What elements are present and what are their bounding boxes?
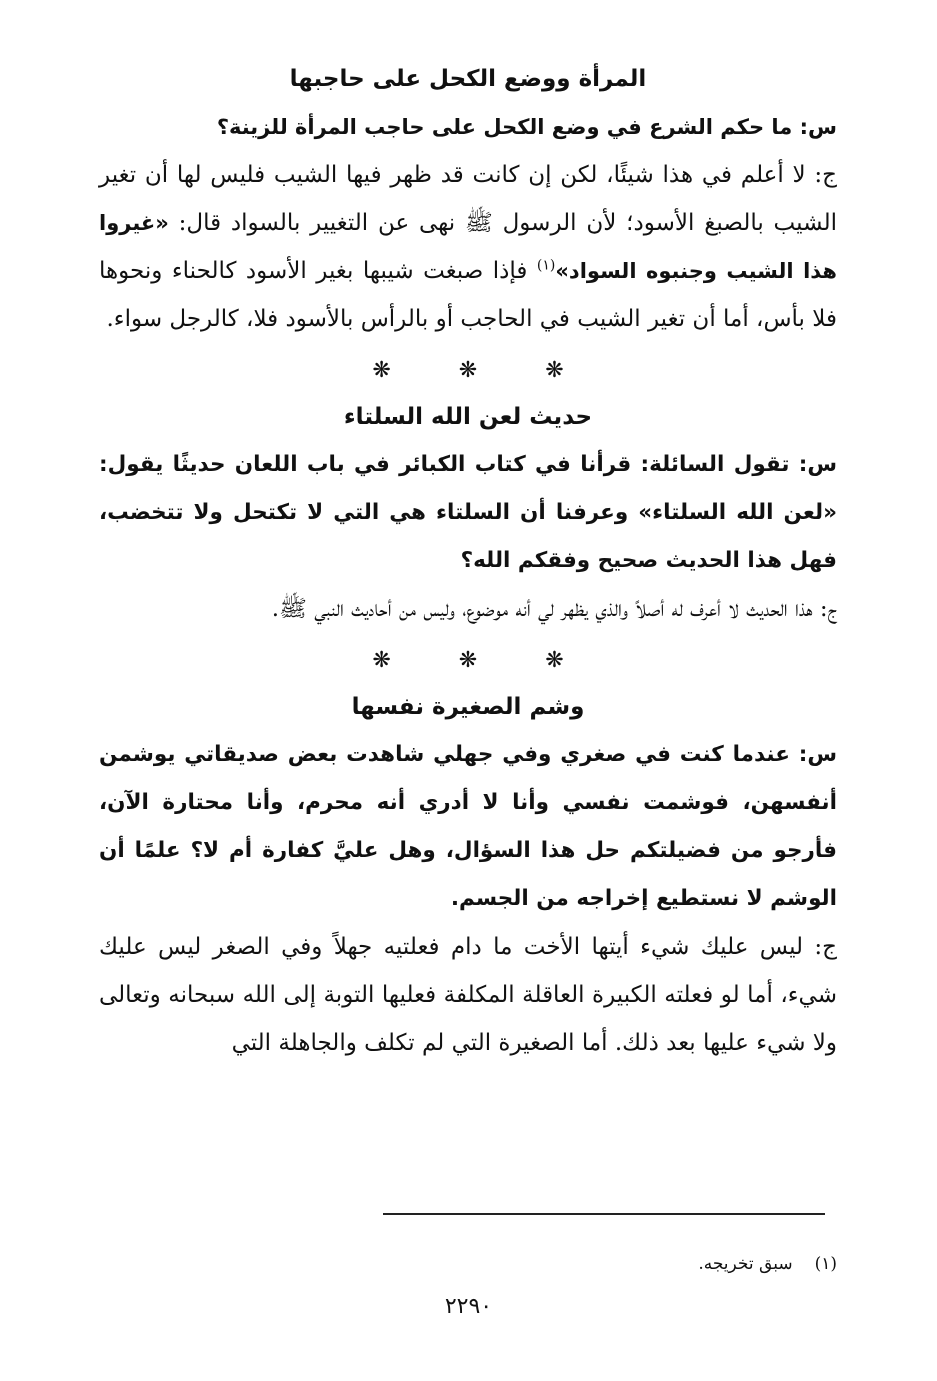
answer-text: ج: هذا الحديث لا أعرف له أصلاً والذي يظهر لي أنه موضوع، وليس من أحاديث النبي ﷺ. <box>271 596 837 622</box>
footnote-divider <box>383 1213 825 1215</box>
section-separator <box>99 349 837 393</box>
star-ornament-icon: ❋ <box>458 648 478 673</box>
question-text: س: ما حكم الشرع في وضع الكحل على حاجب المرأة للزينة؟ <box>216 115 837 139</box>
star-ornament-icon: ❋ <box>458 358 478 383</box>
footnote-number: (١) <box>814 1254 837 1274</box>
section-title: حديث لعن الله السلتاء <box>343 404 593 430</box>
page-body <box>99 55 837 1067</box>
star-ornament-icon: ❋ <box>545 648 564 673</box>
star-ornament-icon: ❋ <box>372 648 391 673</box>
answer-text-part: فإذا صبغت شيبها بغير الأسود كالحناء ونحوها فلا بأس، أما أن تغير الشيب في الحاجب أو بالرأس بالأسود فلا، كالرجل سواء. <box>99 258 837 332</box>
question-text: س: تقول السائلة: قرأنا في كتاب الكبائر في باب اللعان حديثًا يقول: «لعن الله السلتاء» وعرفنا أن السلتاء هي التي لا تكتحل ولا تتخضب، فهل هذا الحديث صحيح وفقكم الله؟ <box>99 452 837 573</box>
page-number: ٢٢٩٠ <box>444 1294 493 1319</box>
star-ornament-icon: ❋ <box>545 358 564 383</box>
section-title: وشم الصغيرة نفسها <box>351 694 585 720</box>
answer-text: ج: ليس عليك شيء أيتها الأخت ما دام فعلتيه جهلاً وفي الصغر ليس عليك شيء، أما لو فعلته الكبيرة العاقلة المكلفة فعليها التوبة إلى الله سبحانه وتعالى ولا شيء عليها بعد ذلك. أما الصغيرة التي لم تكلف والجاهلة التي <box>99 934 837 1056</box>
answer-text <box>99 151 837 343</box>
hadith-quote: «غيروا هذا الشيب وجنبوه السواد» <box>99 211 837 283</box>
answer-text-part: ج: لا أعلم في هذا شيئًا، لكن إن كانت قد ظهر فيها الشيب فليس لها أن تغير الشيب بالصبغ الأسود؛ لأن الرسول ﷺ نهى عن التغيير بالسواد قال: <box>99 162 837 236</box>
question-text: س: عندما كنت في صغري وفي جهلي شاهدت بعض صديقاتي يوشمن أنفسهن، فوشمت نفسي وأنا لا أدري أنه محرم، وأنا محتارة الآن، فأرجو من فضيلتكم حل هذا السؤال، وهل عليَّ كفارة أم لا؟ علمًا أن الوشم لا نستطيع إخراجه من الجسم. <box>99 742 837 911</box>
section-separator <box>99 639 837 683</box>
footnote-reference: (١) <box>536 257 556 274</box>
footnote <box>99 1250 837 1278</box>
star-ornament-icon: ❋ <box>372 358 391 383</box>
footnote-text: سبق تخريجه. <box>698 1254 793 1274</box>
section-title: المرأة ووضع الكحل على حاجبها <box>289 66 647 92</box>
